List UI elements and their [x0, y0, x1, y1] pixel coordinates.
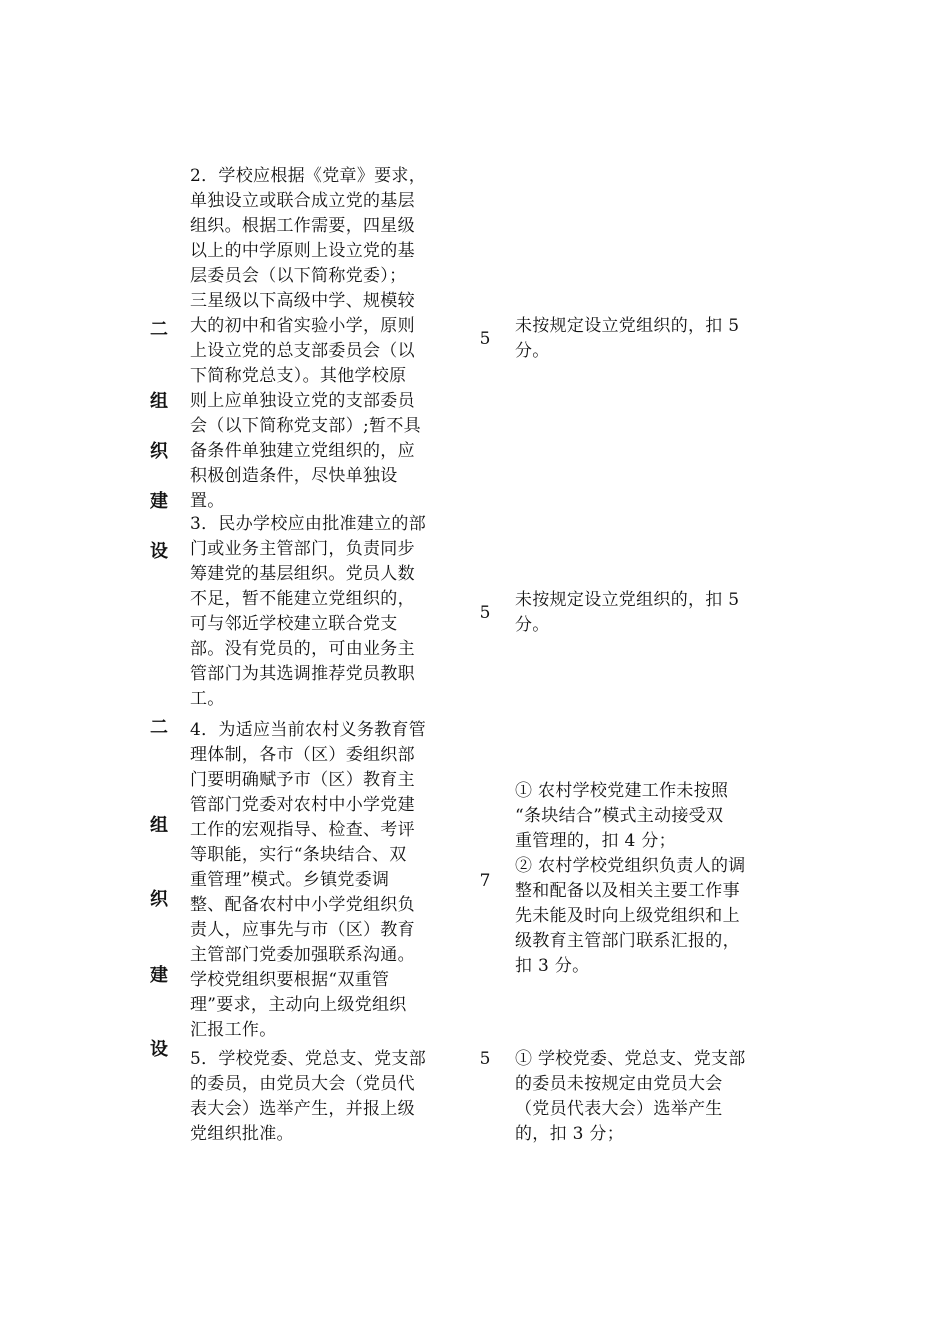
category-2-char-2: 组	[150, 815, 168, 836]
requirement-3: 3．民办学校应由批准建立的部 门或业务主管部门，负责同步 筹建党的基层组织。党员人数 不足，暂不能建立党组织的， 可与邻近学校建立联合党支 部。没有党员的，可由业务主 管部门为其选调推荐党员教职 工。	[190, 514, 427, 709]
score-3: 5	[479, 603, 491, 623]
deduction-2: 未按规定设立党组织的，扣 5 分。	[515, 316, 740, 361]
requirement-5: 5．学校党委、党总支、党支部 的委员，由党员大会（党员代 表大会）选举产生，并报上级 党组织批准。	[190, 1049, 427, 1144]
category-1-char-4: 建	[150, 491, 168, 512]
deduction-4: ① 农村学校党建工作未按照 “条块结合”模式主动接受双 重管理的，扣 4 分； ② 农村学校党组织负责人的调 整和配备以及相关主要工作事 先未能及时向上级党组织和上 级教育主管部门联系汇报的， 扣 3 分。	[515, 781, 746, 976]
category-1-char-1: 二	[150, 319, 168, 340]
deduction-3: 未按规定设立党组织的，扣 5 分。	[515, 590, 740, 635]
category-1-char-5: 设	[150, 541, 168, 562]
category-2-char-4: 建	[150, 965, 168, 986]
score-4: 7	[479, 871, 491, 891]
category-1-char-2: 组	[150, 391, 168, 412]
category-1-char-3: 织	[150, 441, 168, 462]
requirement-2: 2．学校应根据《党章》要求， 单独设立或联合成立党的基层 组织。根据工作需要，四星级 以上的中学原则上设立党的基 层委员会（以下简称党委）； 三星级以下高级中学、规模较 大的初中和省实验小学，原则 上设立党的总支部委员会（以 下简称党总支）。其他学校原 则上应单独设立党的支部委员 会（以下简称党支部）;暂不具 备条件单独建立党组织的，应 积极创造条件，尽快单独设 置。	[190, 166, 427, 511]
score-2: 5	[479, 329, 491, 349]
category-2-char-3: 织	[150, 889, 168, 910]
requirement-4: 4．为适应当前农村义务教育管 理体制，各市（区）委组织部 门要明确赋予市（区）教育主 管部门党委对农村中小学党建 工作的宏观指导、检查、考评 等职能，实行“条块结合、双 重管理”模式。乡镇党委调 整、配备农村中小学党组织负 责人，应事先与市（区）教育 主管部门党委加强联系沟通。 学校党组织要根据“双重管 理”要求，主动向上级党组织 汇报工作。	[190, 720, 427, 1040]
score-5: 5	[479, 1049, 491, 1069]
category-2-char-5: 设	[150, 1039, 168, 1060]
deduction-5: ① 学校党委、党总支、党支部 的委员未按规定由党员大会 （党员代表大会）选举产生 的，扣 3 分；	[515, 1049, 746, 1144]
category-2-char-1: 二	[150, 717, 168, 738]
